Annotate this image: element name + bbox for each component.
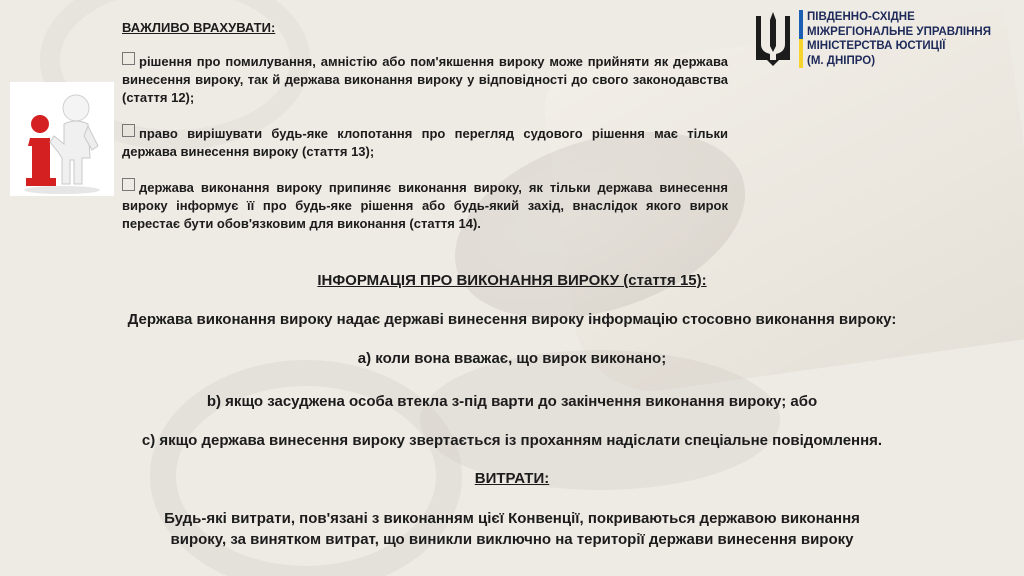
- bullet-box-icon: [122, 178, 135, 191]
- bullet-box-icon: [122, 52, 135, 65]
- logo-text: ПІВДЕННО-СХІДНЕ МІЖРЕГІОНАЛЬНЕ УПРАВЛІННЯ МІНІСТЕРСТВА ЮСТИЦІЇ (М. ДНІПРО): [807, 11, 991, 67]
- bullet-box-icon: [122, 124, 135, 137]
- important-bullet-2: право вирішувати будь-яке клопотання про перегляд судового рішення має тільки держава винесення вироку (стаття 13);: [122, 126, 728, 159]
- important-bullet-1: рішення про помилування, амністію або пом'якшення вироку може прийняти як держава винесення вироку, так й держава виконання вироку у відповідності до свого законодавства (стаття 12);: [122, 54, 728, 105]
- logo-bar-yellow: [799, 39, 803, 68]
- costs-line-2: вироку, за винятком витрат, що виникли виключно на території держави винесення вироку: [170, 531, 854, 548]
- logo-bar-blue: [799, 10, 803, 39]
- execution-heading: ІНФОРМАЦІЯ ПРО ВИКОНАННЯ ВИРОКУ (стаття 15):: [317, 272, 707, 289]
- important-bullet-3: держава виконання вироку припиняє виконання вироку, як тільки держава винесення вироку інформує її про будь-яке рішення або будь-який захід, внаслідок якого вирок перестає бути обов'язковим для виконання (стаття 14).: [122, 180, 728, 231]
- trident-icon: [752, 8, 794, 68]
- costs-line-1: Будь-які витрати, пов'язані з виконанням цієї Конвенції, покриваються державою виконання: [164, 510, 860, 527]
- execution-item-a: a) коли вона вважає, що вирок виконано;: [357, 350, 667, 367]
- execution-item-b: b) якщо засуджена особа втекла з-під варти до закінчення виконання вироку; або: [206, 393, 818, 410]
- execution-item-c: c) якщо держава винесення вироку звертається із проханням надіслати спеціальне повідомлення.: [141, 432, 883, 449]
- info-person-icon: [10, 82, 114, 196]
- costs-heading: ВИТРАТИ:: [474, 470, 550, 487]
- execution-intro: Держава виконання вироку надає державі винесення вироку інформацію стосовно виконання вироку:: [127, 311, 897, 328]
- important-section: [122, 20, 728, 250]
- important-heading: ВАЖЛИВО ВРАХУВАТИ:: [122, 20, 276, 35]
- ministry-logo: [752, 6, 1014, 68]
